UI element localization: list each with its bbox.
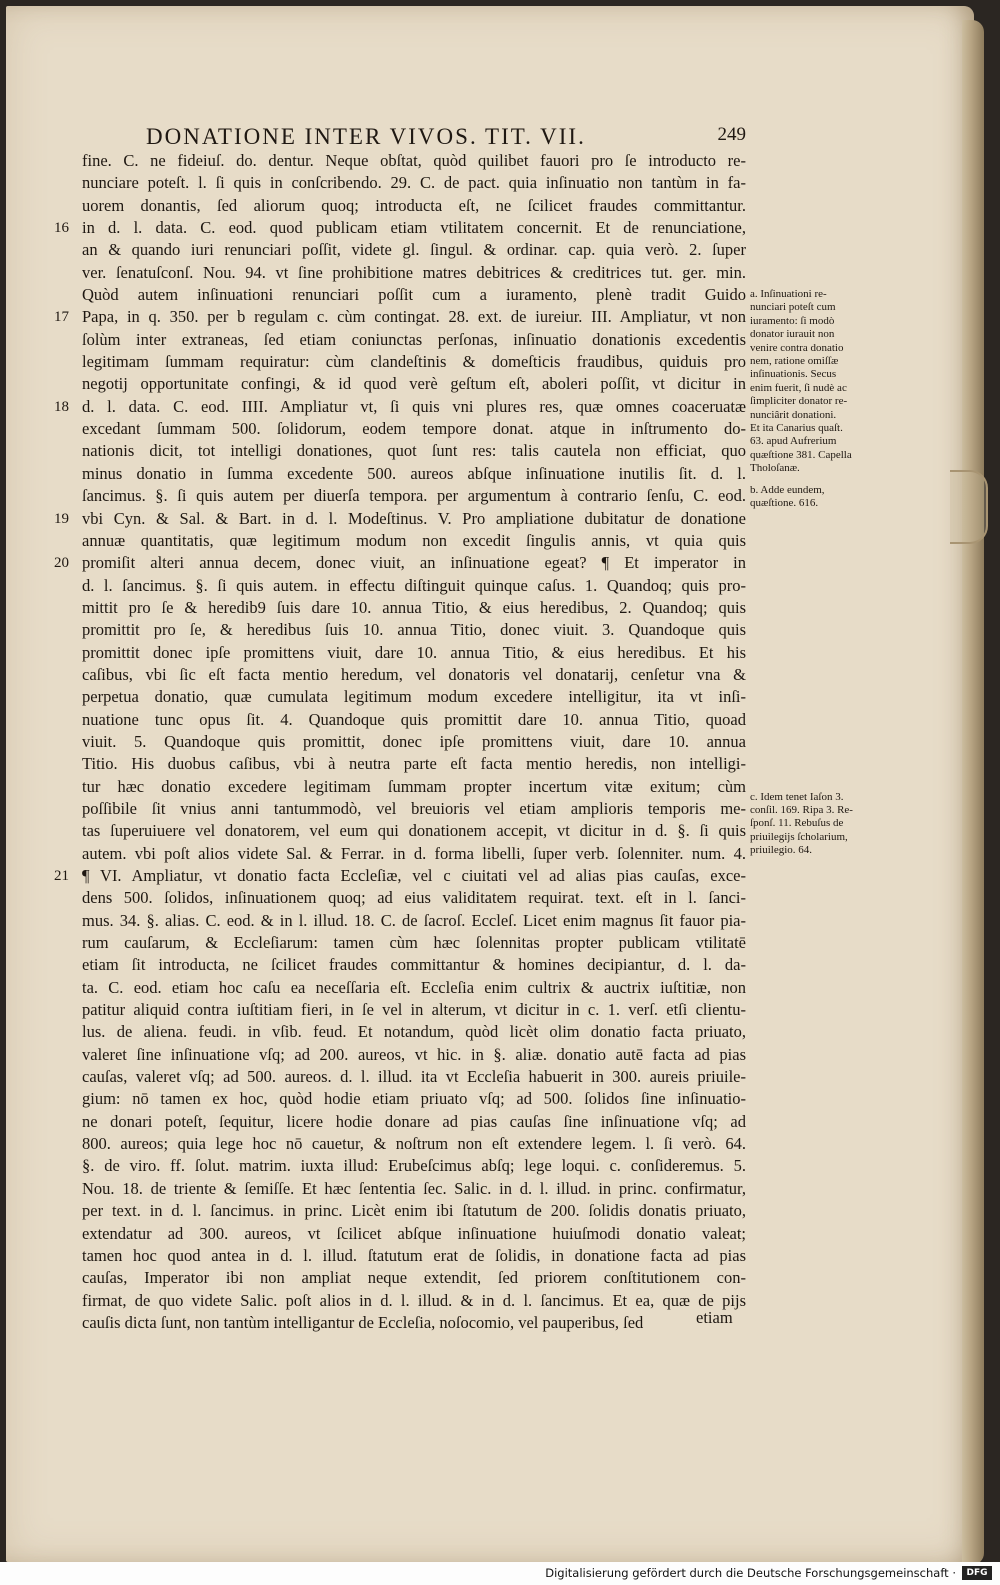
text-line-content: dens 500. ſolidos, inſinuationem quoq; ad eius validitatem requirat. text. eſt in l. ſanci- — [82, 888, 746, 908]
text-line — [62, 1267, 746, 1289]
text-line — [62, 418, 746, 440]
text-line-content: excedant ſummam 500. ſolidorum, eodem tempore donat. atque in inſtrumento do- — [82, 419, 746, 439]
text-line-content: extendatur ad 300. aureos, vt ſcilicet abſque inſinuatione huiuſmodi donatio valeat; — [82, 1223, 746, 1243]
text-line — [62, 373, 746, 395]
text-line-content: ta. C. eod. etiam hoc caſu ea neceſſaria eſt. Eccleſia enim cultrix & auctrix iuſtitiæ, non — [82, 977, 746, 997]
text-line-content: Quòd autem inſinuationi renunciari poſſit cum a iuramento, plenè tradit Guido — [82, 285, 746, 305]
text-line — [62, 709, 746, 731]
text-line — [62, 954, 746, 976]
text-line-content: mus. 34. §. alias. C. eod. & in l. illud. 18. C. de ſacroſ. Eccleſ. Licet enim magnus ſit fauor pia- — [82, 910, 746, 930]
text-line — [54, 396, 746, 418]
text-line-content: viuit. 5. Quandoque quis promittit, donec ipſe promittens viuit, dare 10. annua — [82, 731, 746, 751]
text-line-content: ¶ VI. Ampliatur, vt donatio facta Eccleſiæ, vel c ciuitati vel ad alias pias cauſas, exce- — [82, 866, 746, 885]
margin-note-line: donator iurauit non — [750, 328, 835, 341]
text-line-content: an & quando iuri renunciari poſſit, videte gl. ſingul. & ordinar. cap. quia verò. 2. ſuper — [82, 240, 746, 260]
text-line — [54, 217, 746, 239]
margin-note-line: c. Idem tenet Iaſon 3. — [750, 790, 844, 803]
margin-note-line: ſimpliciter donator re- — [750, 395, 848, 408]
text-line-content: d. l. data. C. eod. IIII. Ampliatur vt, ſi quis vni plures res, quæ omnes coaceruatæ — [82, 396, 746, 416]
text-line — [62, 1245, 746, 1267]
text-line — [62, 798, 746, 820]
text-line — [62, 1200, 746, 1222]
text-line — [62, 619, 746, 641]
text-line-content: d. l. ſancimus. §. ſi quis autem. in effectu diſtinguit quinque caſus. 1. Quandoq; quis pro- — [82, 575, 746, 595]
text-line-content: gium: nō tamen ex hoc, quòd hodie etiam priuato vſq; ad 500. ſolidos ſine inſinuatio- — [82, 1089, 746, 1109]
text-line — [62, 172, 746, 194]
text-line-content: firmat, de quo videte Salic. poſt alios in d. l. illud. & in d. l. ſancimus. Et ea, quæ de pijs — [82, 1290, 746, 1310]
text-line — [54, 306, 746, 328]
text-line-content: ſolùm inter extraneas, ſed etiam coniunctas perſonas, inſinuatio donationis excedentis — [82, 329, 746, 349]
text-line-content: ne donari poteſt, ſequitur, licere hodie donare ad pias cauſas ſine inſinuatione vſq; ad — [82, 1111, 746, 1131]
text-line — [62, 1066, 746, 1088]
text-line — [62, 1133, 746, 1155]
text-line-content: promittit donec ipſe promittens viuit, dare 10. annua Titio, & eius heredibus. Et his — [82, 642, 746, 662]
line-marker-number: 19 — [54, 510, 69, 527]
text-line-content: §. de viro. ff. ſolut. matrim. iuxta illud: Erubeſcimus abſq; lege loqui. c. conſideremus. 5. — [82, 1156, 746, 1176]
text-line — [62, 1290, 746, 1312]
text-line-content: in d. l. data. C. eod. quod publicam etiam vtilitatem concernit. Et de renunciatione, — [82, 218, 746, 238]
margin-note-line: enim fuerit, ſi nudè ac — [750, 381, 847, 394]
text-line-content: Nou. 18. de triente & ſemiſſe. Et hæc ſententia ſec. Salic. in d. l. illud. in princ. confirmatur, — [82, 1178, 746, 1198]
text-line — [54, 508, 746, 530]
text-line — [62, 820, 746, 842]
text-line — [62, 664, 746, 686]
text-line — [62, 999, 746, 1021]
text-line — [62, 1021, 746, 1043]
text-line-content: lus. de aliena. feudi. in vſib. feud. Et notandum, quòd licèt olim donatio facta priuato, — [82, 1022, 746, 1042]
margin-note-line: priuilegijs ſcholarium, — [750, 830, 848, 843]
text-line-content: nuatione tunc opus ſit. 4. Quandoque quis promittit dare 10. annua Titio, quoad — [82, 709, 746, 729]
margin-note-line: iuramento: ſi modò — [750, 314, 835, 327]
margin-note-line: nem, ratione omiſſæ — [750, 355, 839, 368]
book-clasp — [950, 470, 988, 544]
text-line — [62, 1088, 746, 1110]
text-line-content: mittit pro ſe & heredib9 ſuis dare 10. annua Titio, & eius heredibus, 2. Quandoq; quis — [82, 597, 746, 617]
page-number: 249 — [717, 124, 746, 145]
text-line — [62, 1223, 746, 1245]
text-line-content: autem. vbi poſt alios videte Sal. & Ferrar. in d. forma libelli, ſuper verb. ſolenniter. num. 4. — [82, 843, 746, 863]
text-line — [62, 686, 746, 708]
text-line-content: annuæ quantitatis, quæ legitimum modum non excedit ſingulis annis, vt quia quis — [82, 530, 746, 550]
margin-note-line: 63. apud Aufrerium — [750, 435, 837, 448]
text-line-content: valeret ſine inſinuatione vſq; ad 200. aureos, vt hic. in §. aliæ. donatio autē facta ad pias — [82, 1044, 746, 1064]
text-line — [62, 262, 746, 284]
text-line — [62, 977, 746, 999]
margin-note-line: nunciârit donationi. — [750, 408, 837, 421]
text-line — [62, 284, 746, 306]
margin-note — [750, 791, 882, 858]
margin-note-line: Tholoſanæ. — [750, 462, 800, 475]
header-title: DONATIONE INTER VIVOS. TIT. VII. — [146, 124, 586, 149]
margin-note-line: priuilegio. 64. — [750, 844, 813, 857]
line-marker-number: 16 — [54, 220, 69, 237]
margin-note-line: conſil. 169. Ripa 3. Re- — [750, 803, 853, 816]
text-line-content: negotij opportunitate confingi, & id quod verè geſtum eſt, aboleri poſſit, vt dicitur in — [82, 374, 746, 394]
text-line — [62, 597, 746, 619]
text-line — [62, 530, 746, 552]
text-line — [62, 1044, 746, 1066]
text-line — [62, 843, 746, 865]
text-line — [62, 351, 746, 373]
text-line-content: tas ſuperuiuere vel donatorem, vel eum qui donationem accepit, vt dicitur in d. §. ſi quis — [82, 821, 746, 841]
text-line — [62, 329, 746, 351]
line-marker-number: 20 — [54, 555, 69, 572]
margin-note-line: quæſtione. 616. — [750, 497, 819, 510]
margin-notes — [750, 288, 882, 866]
text-line — [62, 731, 746, 753]
text-line-content: tamen hoc quod antea in d. l. illud. ſtatutum erat de ſolidis, in donatione facta ad pias — [82, 1245, 746, 1265]
text-line — [62, 575, 746, 597]
margin-note-line: ſponſ. 11. Rebuſus de — [750, 817, 844, 830]
text-line-content: patitur aliquid contra iuſtitiam fieri, in ſe vel in alterum, vt dicitur in c. 1. verſ. etſi clientu- — [82, 1000, 746, 1020]
text-line — [62, 753, 746, 775]
text-line — [62, 239, 746, 261]
margin-note-line: a. Inſinuationi re- — [750, 288, 827, 300]
text-line-content: cauſis dicta ſunt, non tantùm intelligantur de Eccleſia, noſocomio, vel pauperibus, ſed — [82, 1312, 644, 1332]
text-line — [62, 150, 746, 172]
line-marker-number: 21 — [54, 868, 69, 884]
text-line-content: minus donatio in ſumma excedente 500. aureos abſque inſinuatione inutilis ſit. d. l. — [82, 463, 746, 483]
text-line-content: vbi Cyn. & Sal. & Bart. in d. l. Modeſtinus. V. Pro ampliatione dubitatur de donatione — [82, 508, 746, 528]
text-line-content: nationis dicit, tot intelligi donationes, quot ſunt res: talis cautela non efficiat, quo — [82, 441, 746, 461]
text-line-content: promittit pro ſe, & heredibus ſuis 10. annua Titio, donec viuit. 3. Quandoque quis — [82, 620, 746, 640]
text-line-content: cauſas, Imperator ibi non ampliat neque extendit, ſed priorem conſtitutionem con- — [82, 1268, 746, 1288]
margin-note-line: quæſtione 381. Capella — [750, 448, 852, 461]
funding-credit: Digitalisierung gefördert durch die Deutsche Forschungsgemeinschaft · — [545, 1566, 956, 1580]
text-line — [62, 887, 746, 909]
text-line-content: poſſibile ſit vnius anni tantummodò, vel breuioris vel etiam amplioris temporis me- — [82, 798, 746, 818]
text-line-content: legitimam ſummam requiratur: cùm clandeſtinis & domeſticis fraudibus, quiduis pro — [82, 352, 746, 372]
digitization-footer — [0, 1562, 1000, 1585]
text-line — [62, 463, 746, 485]
margin-note — [750, 288, 882, 476]
text-line — [62, 642, 746, 664]
text-line-content: Papa, in q. 350. per b regulam c. cùm contingat. 28. ext. de iureiur. III. Ampliatur, vt non — [82, 307, 746, 327]
margin-note-line: Et ita Canarius quaſt. — [750, 422, 843, 435]
text-line-content: ſancimus. §. ſi quis autem per diuerſa tempora. per argumentum à contrario ſenſu, C. eod. — [82, 486, 746, 506]
text-line-content: tur hæc donatio excedere legitimam ſummam propter incertum vitæ exitum; cùm — [82, 776, 746, 796]
line-marker-number: 17 — [54, 309, 69, 326]
margin-note-line: venire contra donatio — [750, 341, 844, 354]
text-line-content: cauſas, valeret vſq; ad 500. aureos. d. l. illud. ita vt Eccleſia habuerit in 300. aureis priuile- — [82, 1067, 746, 1087]
page-edge — [962, 20, 984, 1565]
text-line-content: perpetua donatio, quæ cumulata legitimum modum excedere intelligitur, ita vt inſi- — [82, 687, 746, 707]
margin-note-line: nunciari poteſt cum — [750, 301, 836, 314]
text-line — [62, 195, 746, 217]
text-line — [62, 932, 746, 954]
text-line-content: per text. in d. l. ſancimus. in princ. Licèt enim ibi ſtatutum de 200. ſolidis donatis priuato, — [82, 1201, 746, 1221]
text-line-content: caſibus, vbi ſic eſt facta mentio heredum, vel donatoris vel donatarij, cenſetur vna & — [82, 664, 746, 684]
text-line-content: uorem donantis, ſed aliorum quoq; introducta eſt, ne ſcilicet fraudes committantur. — [82, 195, 746, 215]
text-line — [62, 1178, 746, 1200]
margin-note-line: inſinuationis. Secus — [750, 368, 837, 381]
text-line-content: nunciare poteſt. l. ſi quis in conſcribendo. 29. C. de pact. quia inſinuatio non tantùm in fa- — [82, 173, 746, 193]
text-line-content: rum cauſarum, & Eccleſiarum: tamen cùm hæc ſolennitas propter publicam vtilitatē — [82, 933, 746, 953]
main-text — [54, 150, 746, 1334]
text-line-content: ver. ſenatuſconſ. Nou. 94. vt ſine prohibitione matres debitrices & creditrices tut. ger. min. — [82, 262, 746, 282]
text-line — [54, 865, 746, 887]
text-line-content: 800. aureos; quia lege hoc nō cauetur, & noſtrum non eſt extendere legem. l. ſi verò. 64. — [82, 1134, 746, 1154]
text-line — [62, 776, 746, 798]
text-line — [62, 910, 746, 932]
text-line — [62, 1155, 746, 1177]
text-line-content: Titio. His duobus caſibus, vbi à neutra parte eſt facta mentio heredis, non intelligi- — [82, 754, 746, 774]
text-line — [54, 552, 746, 574]
text-line — [62, 1312, 746, 1334]
line-marker-number: 18 — [54, 398, 69, 415]
dfg-logo: DFG — [962, 1566, 992, 1580]
text-line — [62, 440, 746, 462]
margin-note — [750, 484, 882, 511]
text-line-content: etiam ſit introducta, ne ſcilicet fraudes committantur & homines decipiantur, d. l. da- — [82, 955, 746, 975]
catchword: etiam — [696, 1308, 733, 1327]
text-line — [62, 485, 746, 507]
text-line-content: fine. C. ne fideiuſ. do. dentur. Neque obſtat, quòd quilibet fauori pro ſe introducto re- — [82, 151, 746, 170]
text-line-content: promiſit alteri annua decem, donec viuit, an inſinuatione egeat? ¶ Et imperator in — [82, 553, 746, 573]
text-line — [62, 1111, 746, 1133]
margin-note-line: b. Adde eundem, — [750, 483, 825, 496]
